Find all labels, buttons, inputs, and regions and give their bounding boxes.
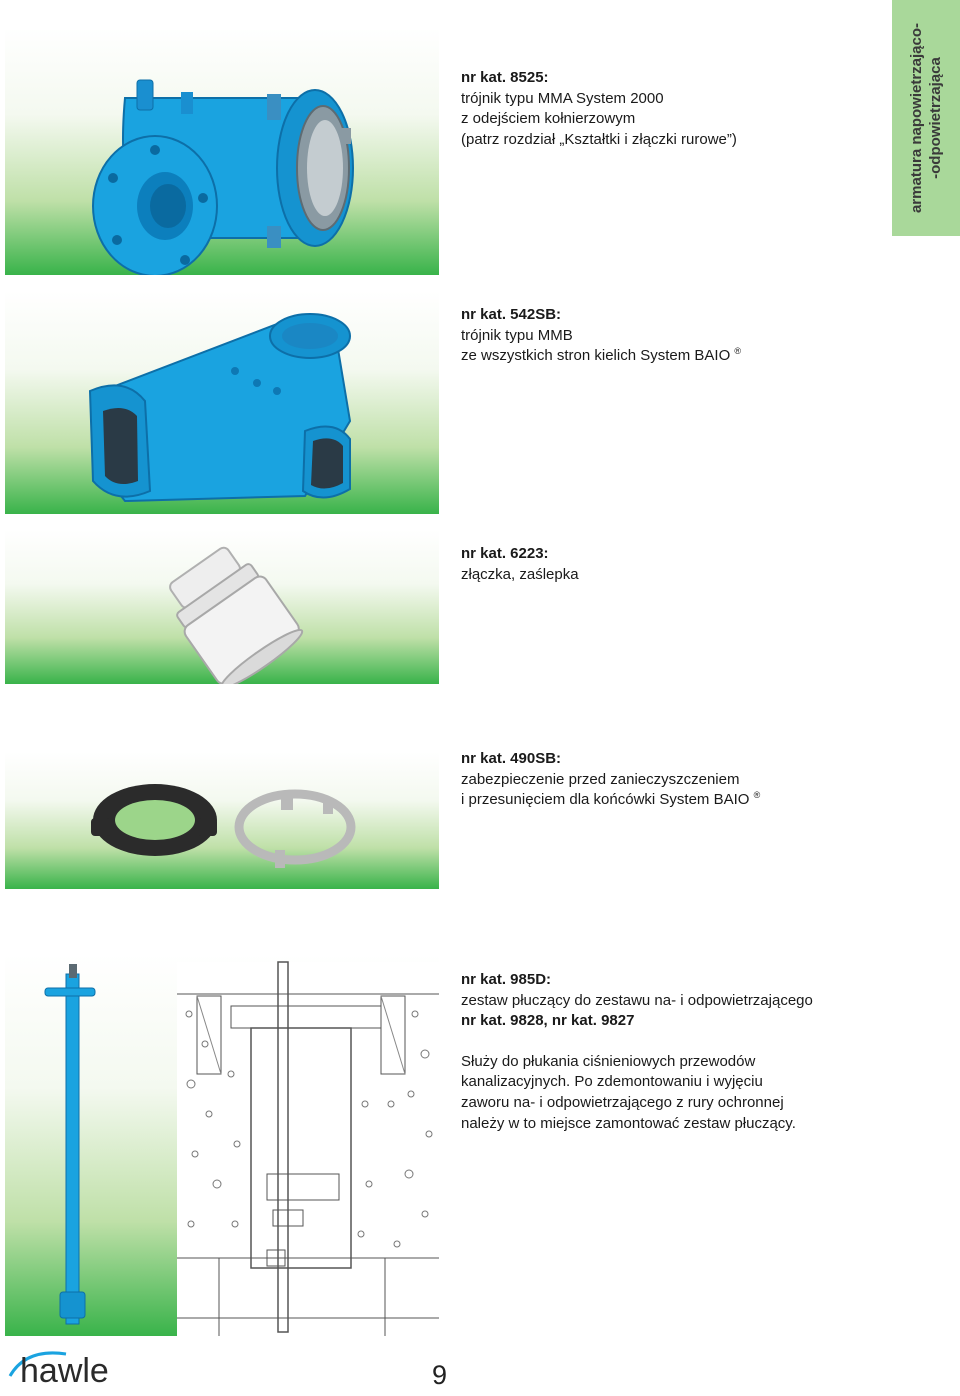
product-description-8525	[461, 68, 921, 150]
product-line-text: i przesunięciem dla końcówki System BAIO	[461, 791, 750, 809]
section-tab-line-2: -odpowietrzająca	[927, 57, 944, 179]
paragraph-line: należy w to miejsce zamontować zestaw płuczący.	[461, 1114, 796, 1132]
product-line	[461, 790, 921, 811]
product-line: złączka, zaślepka	[461, 565, 579, 583]
paragraph-line: Służy do płukania ciśnieniowych przewodów	[461, 1052, 756, 1070]
registered-mark: ®	[753, 790, 761, 801]
product-description-490sb	[461, 749, 921, 811]
product-line: z odejściem kołnierzowym	[461, 110, 636, 128]
product-image-490sb	[5, 752, 439, 889]
spacer	[461, 1032, 921, 1052]
product-line: zestaw płuczący do zestawu na- i odpowietrzającego	[461, 991, 813, 1009]
paragraph-line: zaworu na- i odpowietrzającego z rury ochronnej	[461, 1093, 784, 1111]
page-number: 9	[432, 1360, 448, 1390]
product-title: nr kat. 542SB:	[461, 306, 562, 323]
product-description-542sb	[461, 305, 921, 367]
product-image-8525	[5, 28, 439, 275]
product-description-6223	[461, 544, 921, 585]
product-line: trójnik typu MMA System 2000	[461, 89, 664, 107]
product-title: nr kat. 8525:	[461, 69, 549, 86]
product-description-985d	[461, 970, 921, 1134]
paragraph-line: kanalizacyjnych. Po zdemontowaniu i wyjęciu	[461, 1073, 763, 1091]
hawle-logo	[6, 1346, 146, 1395]
product-image-6223	[5, 530, 439, 684]
product-image-985d	[5, 954, 439, 1336]
product-related-numbers: nr kat. 9828, nr kat. 9827	[461, 1012, 635, 1030]
product-line-text: ze wszystkich stron kielich System BAIO	[461, 347, 731, 365]
product-line	[461, 346, 921, 367]
logo-text: hawle	[20, 1352, 109, 1390]
product-image-542sb	[5, 291, 439, 514]
product-title: nr kat. 490SB:	[461, 750, 562, 767]
section-tab-line-1: armatura napowietrzająco-	[908, 22, 925, 214]
product-line: trójnik typu MMB	[461, 326, 573, 344]
product-title: nr kat. 985D:	[461, 971, 552, 988]
product-line: zabezpieczenie przed zanieczyszczeniem	[461, 770, 740, 788]
registered-mark: ®	[734, 346, 742, 357]
product-title: nr kat. 6223:	[461, 545, 549, 562]
product-line: (patrz rozdział „Kształtki i złączki rurowe”)	[461, 130, 737, 148]
